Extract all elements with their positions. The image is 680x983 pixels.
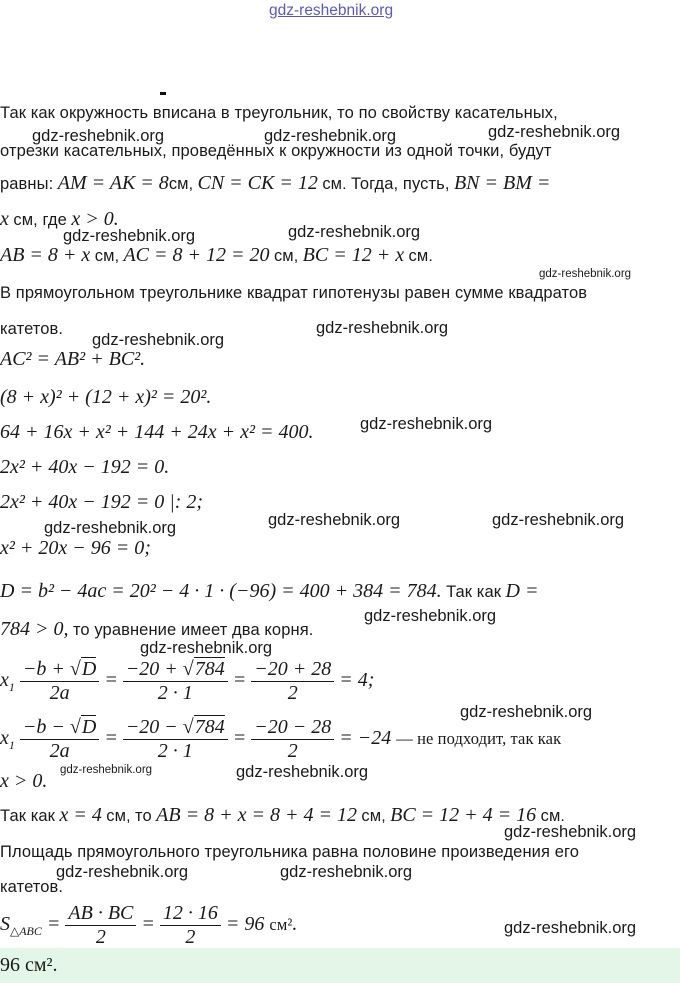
discriminant-line <box>0 580 538 603</box>
watermark: gdz-reshebnik.org <box>60 764 153 776</box>
ab-value: AB = 8 + x = 8 + 4 = 12 <box>156 804 357 826</box>
watermark: gdz-reshebnik.org <box>316 319 449 337</box>
watermark: gdz-reshebnik.org <box>140 639 273 657</box>
watermark: gdz-reshebnik.org <box>364 607 497 625</box>
site-link[interactable]: gdz-reshebnik.org <box>269 2 394 19</box>
answer: 96 см². <box>0 954 58 976</box>
text-then-let: Тогда, пусть, <box>351 175 450 193</box>
root-2-line: $x_1$ $\frac{-b - √D}{2a}$ = $\frac{-20 - √784}{2 \cdot 1}$ = $\frac{-20 - 28}{2}$ = −24 — не подходит, так как <box>0 716 562 762</box>
disc-d: D = <box>505 580 539 602</box>
watermark: gdz-reshebnik.org <box>504 919 637 937</box>
bc-value: BC = 12 + 4 = 16 <box>390 804 537 826</box>
text-then: то <box>134 807 152 825</box>
eq-quadratic-3: x² + 20x − 96 = 0; <box>0 537 151 559</box>
cond-x-positive: x > 0. <box>71 208 119 230</box>
watermark: gdz-reshebnik.org <box>56 863 189 881</box>
eq-bn-bm: BN = BM = <box>453 172 551 194</box>
root-1-result: = 4; <box>339 669 375 692</box>
paragraph-tangent-1: Так как окружность вписана в треугольник, то по свойству касательных, <box>0 104 558 122</box>
word-equal: равны: <box>0 175 54 193</box>
eq-bc: BC = 12 + x <box>302 244 405 266</box>
eq-discriminant: D = b² − 4ac = 20² − 4 · 1 · (−96) = 400 + 384 = 784. <box>0 580 442 602</box>
watermark: gdz-reshebnik.org <box>63 227 196 245</box>
var-x: x <box>0 208 9 230</box>
stray-dash <box>160 92 166 95</box>
watermark: gdz-reshebnik.org <box>92 331 225 349</box>
watermark: gdz-reshebnik.org <box>268 511 401 529</box>
watermark: gdz-reshebnik.org <box>504 823 637 841</box>
text-two-roots: то уравнение имеет два корня. <box>72 621 314 639</box>
answer-band <box>0 948 680 983</box>
watermark: gdz-reshebnik.org <box>492 511 625 529</box>
watermark: gdz-reshebnik.org <box>460 703 593 721</box>
unit-cm: см <box>540 807 561 825</box>
eq-cn-ck: CN = CK = 12 <box>197 172 318 194</box>
text-since-2: Так как <box>0 807 55 825</box>
unit-cm: см <box>361 807 382 825</box>
cond-x-positive-2: x > 0. <box>0 770 48 792</box>
watermark: gdz-reshebnik.org <box>488 123 621 141</box>
unit-cm: см <box>408 247 429 265</box>
eq-quadratic-2: 2x² + 40x − 192 = 0 |: 2; <box>0 491 204 513</box>
eq-am-ak: AM = AK = 8 <box>57 172 169 194</box>
unit-cm: см <box>168 175 189 193</box>
sides-result-line: Так как x = 4 см, то AB = 8 + x = 8 + 4 = 12 см, BC = 12 + 4 = 16 см. <box>0 804 565 826</box>
paragraph-area-2: катетов. <box>0 878 64 896</box>
unit-cm: см <box>94 247 115 265</box>
watermark: gdz-reshebnik.org <box>264 127 397 145</box>
watermark: gdz-reshebnik.org <box>32 127 165 145</box>
watermark: gdz-reshebnik.org <box>44 519 177 537</box>
watermark: gdz-reshebnik.org <box>539 268 632 280</box>
equalities-line: равны: AM = AK = 8см, CN = CK = 12 см. Тогда, пусть, BN = BM = <box>0 172 551 194</box>
discriminant-conclusion <box>0 618 313 641</box>
unit-cm: см <box>273 247 294 265</box>
text-not-fit: — не подходит, так как <box>396 729 562 749</box>
watermark: gdz-reshebnik.org <box>360 415 493 433</box>
paragraph-area-1: Площадь прямоугольного треугольника равна половине произведения его <box>0 843 580 861</box>
eq-pythagoras: AC² = AB² + BC². <box>0 348 146 370</box>
paragraph-pythagoras-2: катетов. <box>0 320 64 338</box>
eq-quadratic-1: 2x² + 40x − 192 = 0. <box>0 456 170 478</box>
eq-expanded: 64 + 16x + x² + 144 + 24x + x² = 400. <box>0 421 314 443</box>
unit-cm: см <box>106 807 127 825</box>
eq-ab: AB = 8 + x <box>0 244 91 266</box>
root-2-result: = −24 <box>339 727 392 750</box>
eq-ac: AC = 8 + 12 = 20 <box>123 244 270 266</box>
eq-squares: (8 + x)² + (12 + x)² = 20². <box>0 386 212 408</box>
sides-line: AB = 8 + x см, AC = 8 + 12 = 20 см, BC = 12 + x см. <box>0 244 433 266</box>
text-since: Так как <box>446 583 502 601</box>
text-cm-where: см, где <box>13 211 67 229</box>
unit-cm2: см² <box>269 915 293 935</box>
unit-cm: см <box>322 175 343 193</box>
area-result: = 96 <box>225 913 265 936</box>
disc-positive: 784 > 0, <box>0 618 69 640</box>
watermark: gdz-reshebnik.org <box>280 863 413 881</box>
paragraph-tangent-2: отрезки касательных, проведённых к окружности из одной точки, будут <box>0 142 552 160</box>
area-formula-line: $S_{\triangle ABC}$ = $\frac{AB \cdot BC}{2}$ = $\frac{12 \cdot 16}{2}$ = 96 см². <box>0 902 298 948</box>
watermark: gdz-reshebnik.org <box>236 763 369 781</box>
watermark: gdz-reshebnik.org <box>288 223 421 241</box>
root-1-line: $x_1$ $\frac{-b + √D}{2a}$ = $\frac{-20 + √784}{2 \cdot 1}$ = $\frac{-20 + 28}{2}$ = 4; <box>0 658 375 704</box>
x-value: x = 4 <box>59 804 102 826</box>
paragraph-pythagoras-1: В прямоугольном треугольнике квадрат гипотенузы равен сумме квадратов <box>0 284 588 302</box>
